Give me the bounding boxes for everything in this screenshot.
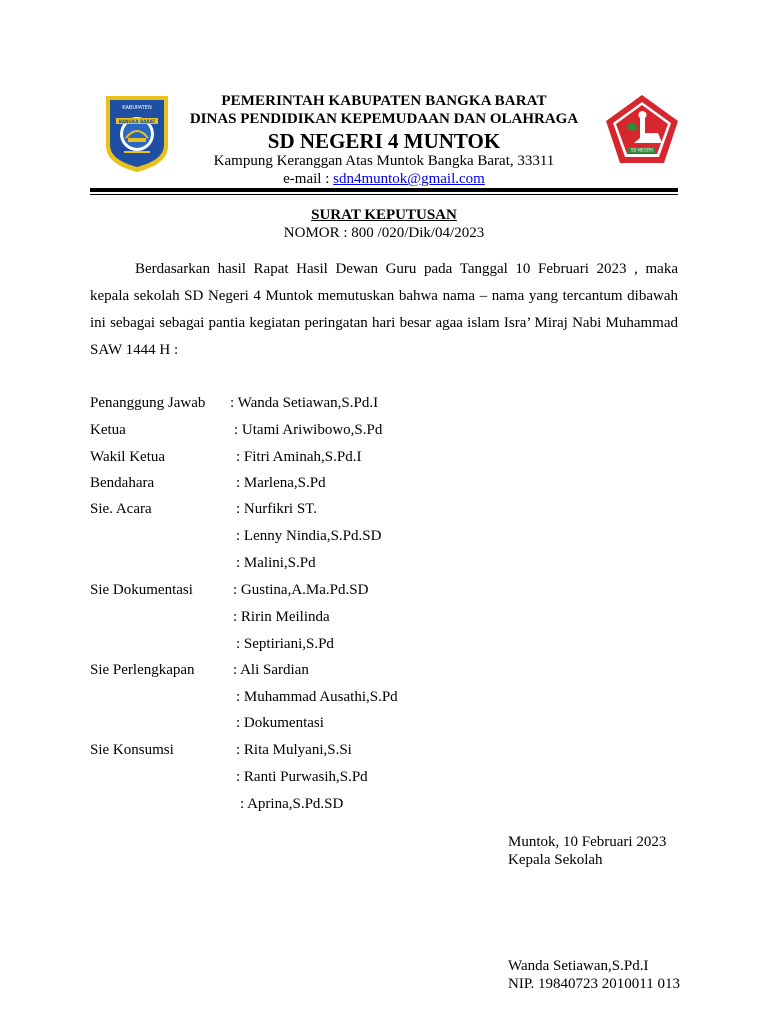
header-department: DINAS PENDIDIKAN KEPEMUDAAN DAN OLAHRAGA (189, 111, 579, 127)
committee-value: : Ririn Meilinda (233, 609, 330, 625)
committee-value: : Aprina,S.Pd.SD (240, 796, 344, 812)
document-title: SURAT KEPUTUSAN (311, 207, 457, 223)
header-government: PEMERINTAH KABUPATEN BANGKA BARAT (221, 93, 547, 109)
committee-label: Sie. Acara (90, 501, 152, 517)
committee-value: : Septiriani,S.Pd (236, 636, 334, 652)
body-line-2: kepala sekolah SD Negeri 4 Muntok memutuskan bahwa nama – nama yang tercantum dibawah (90, 288, 678, 304)
body-line-3: ini sebagai sebagai pantia kegiatan peringatan hari besar agaa islam Isra’ Miraj Nabi Muhammad (90, 315, 678, 331)
header-divider-thin (90, 194, 678, 195)
svg-text:BANGKA BARAT: BANGKA BARAT (118, 119, 156, 124)
signature-nip: NIP. 19840723 2010011 013 (508, 976, 680, 992)
committee-label: Ketua (90, 422, 126, 438)
committee-value: : Marlena,S.Pd (236, 475, 326, 491)
body-line-1: Berdasarkan hasil Rapat Hasil Dewan Guru pada Tanggal 10 Februari 2023 , maka (135, 261, 678, 277)
signature-place-date: Muntok, 10 Februari 2023 (508, 834, 667, 850)
email-link[interactable]: sdn4muntok@gmail.com (333, 171, 485, 187)
signature-position: Kepala Sekolah (508, 852, 603, 868)
header-divider-thick (90, 188, 678, 192)
committee-label: Sie Dokumentasi (90, 582, 193, 598)
svg-text:SD NEGERI: SD NEGERI (631, 147, 653, 153)
committee-label: Bendahara (90, 475, 155, 491)
document-number: NOMOR : 800 /020/Dik/04/2023 (283, 225, 485, 241)
committee-label: Penanggung Jawab (90, 395, 206, 411)
committee-value: : Gustina,A.Ma.Pd.SD (233, 582, 369, 598)
committee-value: : Ranti Purwasih,S.Pd (236, 769, 368, 785)
body-line-4: SAW 1444 H : (90, 342, 179, 358)
committee-value: : Malini,S.Pd (236, 555, 316, 571)
committee-value: : Wanda Setiawan,S.Pd.I (230, 395, 379, 411)
committee-value: : Fitri Aminah,S.Pd.I (236, 449, 362, 465)
header-email-line (0, 171, 768, 188)
committee-value: : Muhammad Ausathi,S.Pd (236, 689, 398, 705)
committee-value: : Ali Sardian (233, 662, 309, 678)
committee-label: Sie Konsumsi (90, 742, 174, 758)
header-school-name: SD NEGERI 4 MUNTOK (267, 129, 501, 153)
svg-text:KABUPATEN: KABUPATEN (122, 105, 152, 111)
signature-name: Wanda Setiawan,S.Pd.I (508, 958, 649, 974)
committee-value: : Utami Ariwibowo,S.Pd (234, 422, 383, 438)
committee-value: : Lenny Nindia,S.Pd.SD (236, 528, 382, 544)
committee-value: : Nurfikri ST. (236, 501, 317, 517)
committee-value: : Rita Mulyani,S.Si (236, 742, 352, 758)
header-address: Kampung Keranggan Atas Muntok Bangka Barat, 33311 (213, 153, 555, 169)
committee-label: Sie Perlengkapan (90, 662, 195, 678)
email-label: e-mail : (283, 171, 334, 187)
committee-label: Wakil Ketua (90, 449, 166, 465)
committee-value: : Dokumentasi (236, 715, 324, 731)
